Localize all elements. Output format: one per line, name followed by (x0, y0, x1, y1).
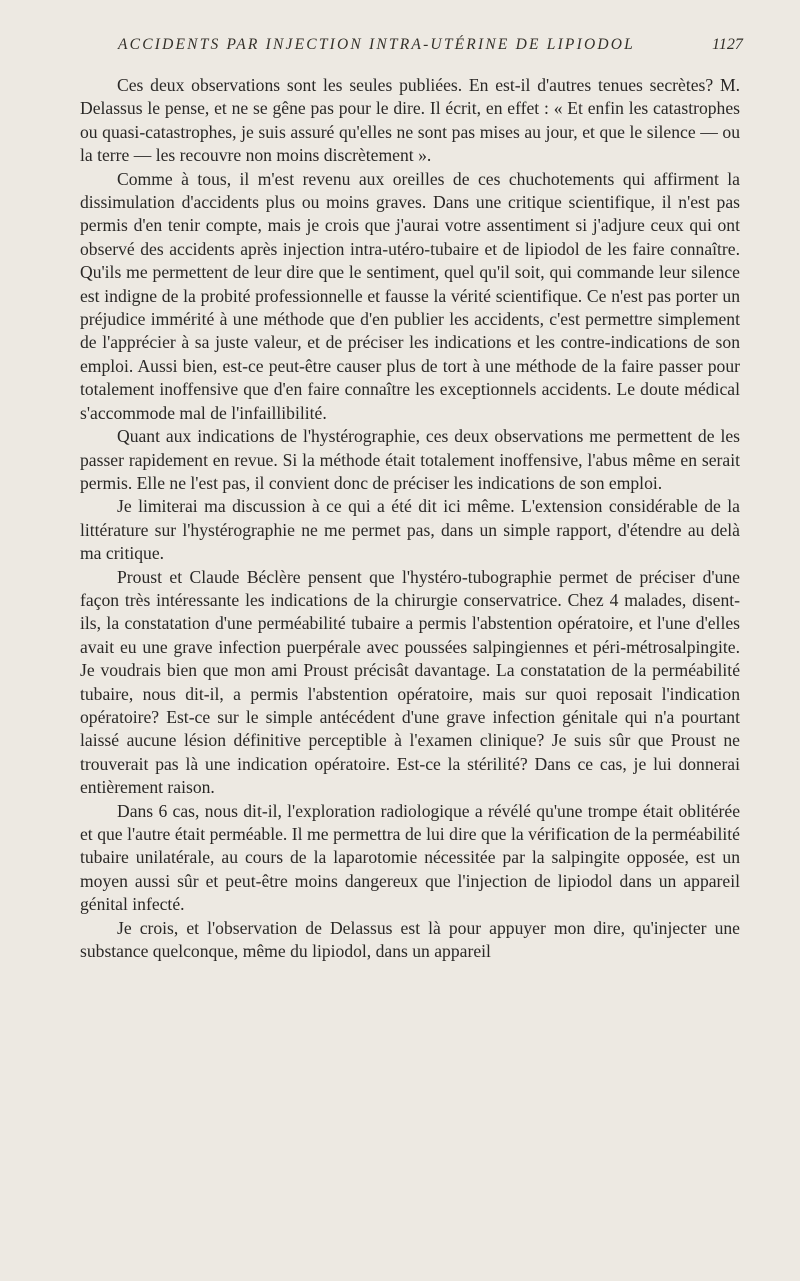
paragraph: Dans 6 cas, nous dit-il, l'exploration radiologique a révélé qu'une trompe était oblitérée et que l'autre était perméable. Il me permettra de lui dire que la vérification de la perméabilité tubaire unilatérale, au cours de la laparotomie nécessitée par la salpingite opposée, est un moyen aussi sûr et peut-être moins dangereux que l'injection de lipiodol dans un appareil génital infecté. (80, 800, 740, 915)
paragraph: Ces deux observations sont les seules publiées. En est-il d'autres tenues secrètes? M. Delassus le pense, et ne se gêne pas pour le dire. Il écrit, en effet : « Et enfin les catastrophes ou quasi-catastrophes, je suis assuré qu'elles ne sont pas mises au jour, et que le silence — ou la terre — les recouvre non moins discrètement ». (80, 75, 740, 166)
paragraph: Quant aux indications de l'hystérographie, ces deux observations me permettent de les passer rapidement en revue. Si la méthode était totalement inoffensive, l'abus même en serait permis. Elle ne l'est pas, il convient donc de préciser les indications de son emploi. (80, 426, 740, 493)
paragraph: Je limiterai ma discussion à ce qui a été dit ici même. L'extension considérable de la littérature sur l'hystérographie ne me permet pas, dans un simple rapport, d'étendre au delà ma critique. (80, 496, 740, 564)
page-number: 1127 (712, 36, 743, 53)
paragraph: Je crois, et l'observation de Delassus est là pour appuyer mon dire, qu'injecter une substance quelconque, même du lipiodol, dans un appareil (80, 917, 740, 962)
body-text (80, 74, 740, 963)
running-title: ACCIDENTS PAR INJECTION INTRA-UTÉRINE DE LIPIODOL (118, 36, 635, 53)
paragraph: Proust et Claude Béclère pensent que l'hystéro-tubographie permet de préciser d'une façon très intéressante les indications de la chirurgie conservatrice. Chez 4 malades, disent-ils, la constatation d'une perméabilité tubaire a permis l'abstention opératoire, et l'une d'elles avait eu une grave infection puerpérale avec poussées salpingiennes et péri-métrosalpingite. Je voudrais bien que mon ami Proust précisât davantage. La constatation de la perméabilité tubaire, nous dit-il, a permis l'abstention opératoire, mais sur quoi reposait l'indication opératoire? Est-ce sur le simple antécédent d'une grave infection génitale qui n'a pourtant laissé aucune lésion définitive perceptible à l'examen clinique? Je suis sûr que Proust ne trouverait pas là une indication opératoire. Est-ce la stérilité? Dans ce cas, je lui donnerai entièrement raison. (80, 566, 740, 798)
paragraph: Comme à tous, il m'est revenu aux oreilles de ces chuchotements qui affirment la dissimulation d'accidents plus ou moins graves. Dans une critique scientifique, il n'est pas permis d'en tenir compte, mais je crois que j'aurai votre assentiment si j'adjure ceux qui ont observé des accidents après injection intra-utéro-tubaire et de lipiodol de les faire connaître. Qu'ils me permettent de leur dire que le sentiment, quel qu'il soit, qui commande leur silence est indigne de la probité professionnelle et fausse la vérité scientifique. Ce n'est pas porter un préjudice immérité à une méthode que d'en publier les accidents, c'est permettre simplement de l'apprécier à sa juste valeur, et de préciser les indications et les contre-indications de son emploi. Aussi bien, est-ce peut-être causer plus de tort à une méthode de la faire passer pour totalement inoffensive que d'en faire connaître les exceptionnels accidents. Le doute médical s'accommode mal de l'infaillibilité. (80, 168, 740, 423)
